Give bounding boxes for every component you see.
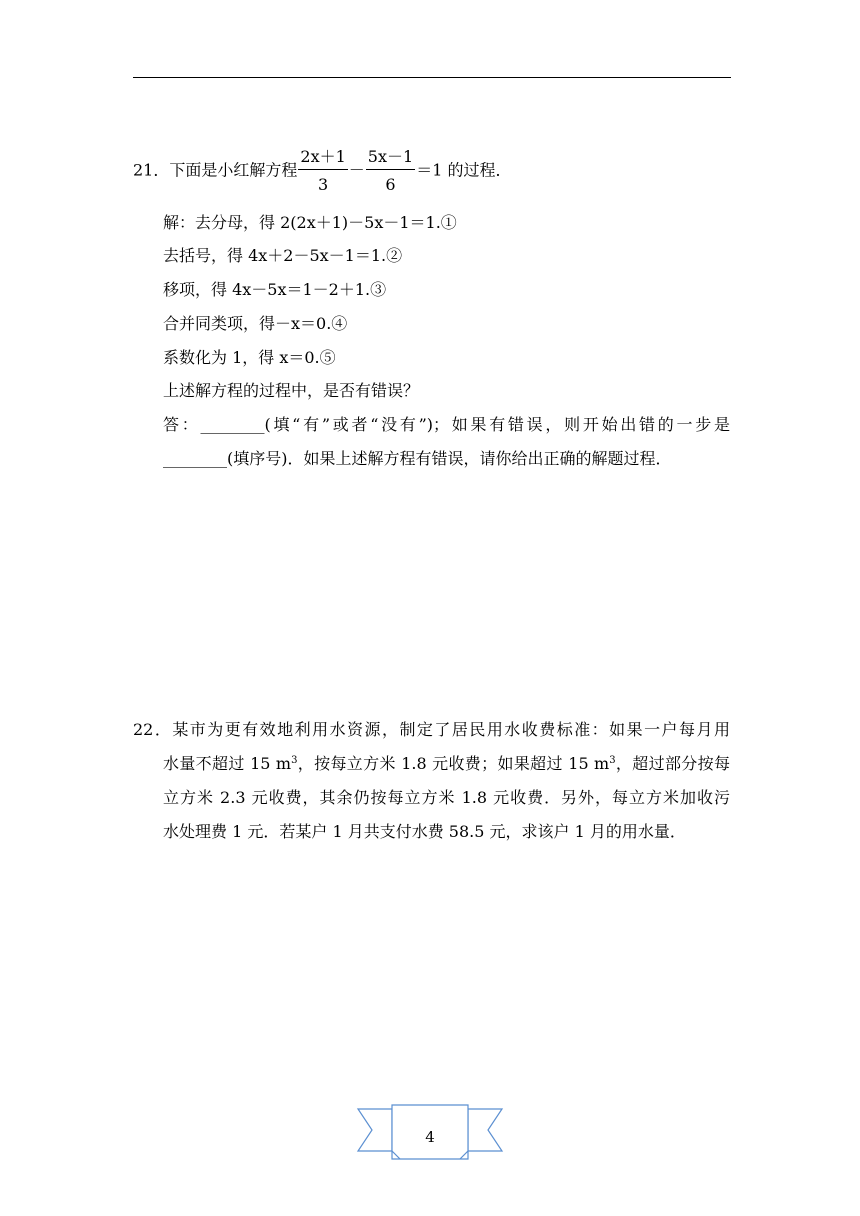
q22-cubic-superscript-1: 3 (291, 755, 298, 766)
q22-line-2-a: 水量不超过 15 m (163, 754, 292, 773)
q21-fraction-1 (298, 148, 347, 194)
q21-step-5: 系数化为 1，得 x＝0.⑤ (163, 348, 336, 367)
page-number: 4 (425, 1128, 435, 1146)
q21-step-4: 合并同类项，得－x＝0.④ (163, 314, 348, 333)
q22-number: 22． (133, 720, 173, 739)
q22-line-2-b: ，按每立方米 1.8 元收费；如果超过 15 m (297, 754, 610, 773)
header-rule (133, 77, 731, 78)
q21-stem (133, 148, 511, 194)
q21-answer-line-2: ________(填序号)．如果上述解方程有错误，请你给出正确的解题过程． (163, 449, 672, 468)
q21-fraction-2 (366, 148, 415, 194)
q22-line-4: 水处理费 1 元．若某户 1 月共支付水费 58.5 元，求该户 1 月的用水量． (163, 822, 686, 841)
q21-question: 上述解方程的过程中，是否有错误？ (163, 381, 420, 400)
q22-cubic-superscript-2: 3 (609, 755, 616, 766)
q21-fraction-1-numerator: 2x＋1 (298, 148, 347, 170)
q21-answer-line-1: 答：________(填“有”或者“没有”)；如果有错误，则开始出错的一步是 (163, 415, 730, 434)
q21-equation-tail: ＝1 的过程． (416, 160, 512, 180)
q22-line-2 (163, 754, 730, 774)
q21-step-2: 去括号，得 4x＋2－5x－1＝1.② (163, 246, 403, 265)
q21-step-1: 解：去分母，得 2(2x＋1)－5x－1＝1.① (163, 213, 457, 232)
q21-fraction-2-numerator: 5x－1 (366, 148, 415, 170)
q21-fraction-2-denominator: 6 (385, 175, 396, 194)
q21-intro: 下面是小红解方程 (169, 160, 298, 180)
q21-number: 21． (133, 160, 170, 180)
q21-step-3: 移项，得 4x－5x＝1－2＋1.③ (163, 280, 387, 299)
q22-line-3: 立方米 2.3 元收费，其余仍按每立方米 1.8 元收费．另外，每立方米加收污 (163, 788, 730, 807)
q22-line-1-text: 某市为更有效地利用水资源，制定了居民用水收费标准：如果一户每月用 (172, 720, 730, 739)
q21-minus: － (348, 160, 365, 180)
q21-fraction-1-denominator: 3 (317, 175, 329, 194)
q22-line-2-c: ，超过部分按每 (615, 754, 730, 773)
q22-line-1 (133, 720, 730, 740)
